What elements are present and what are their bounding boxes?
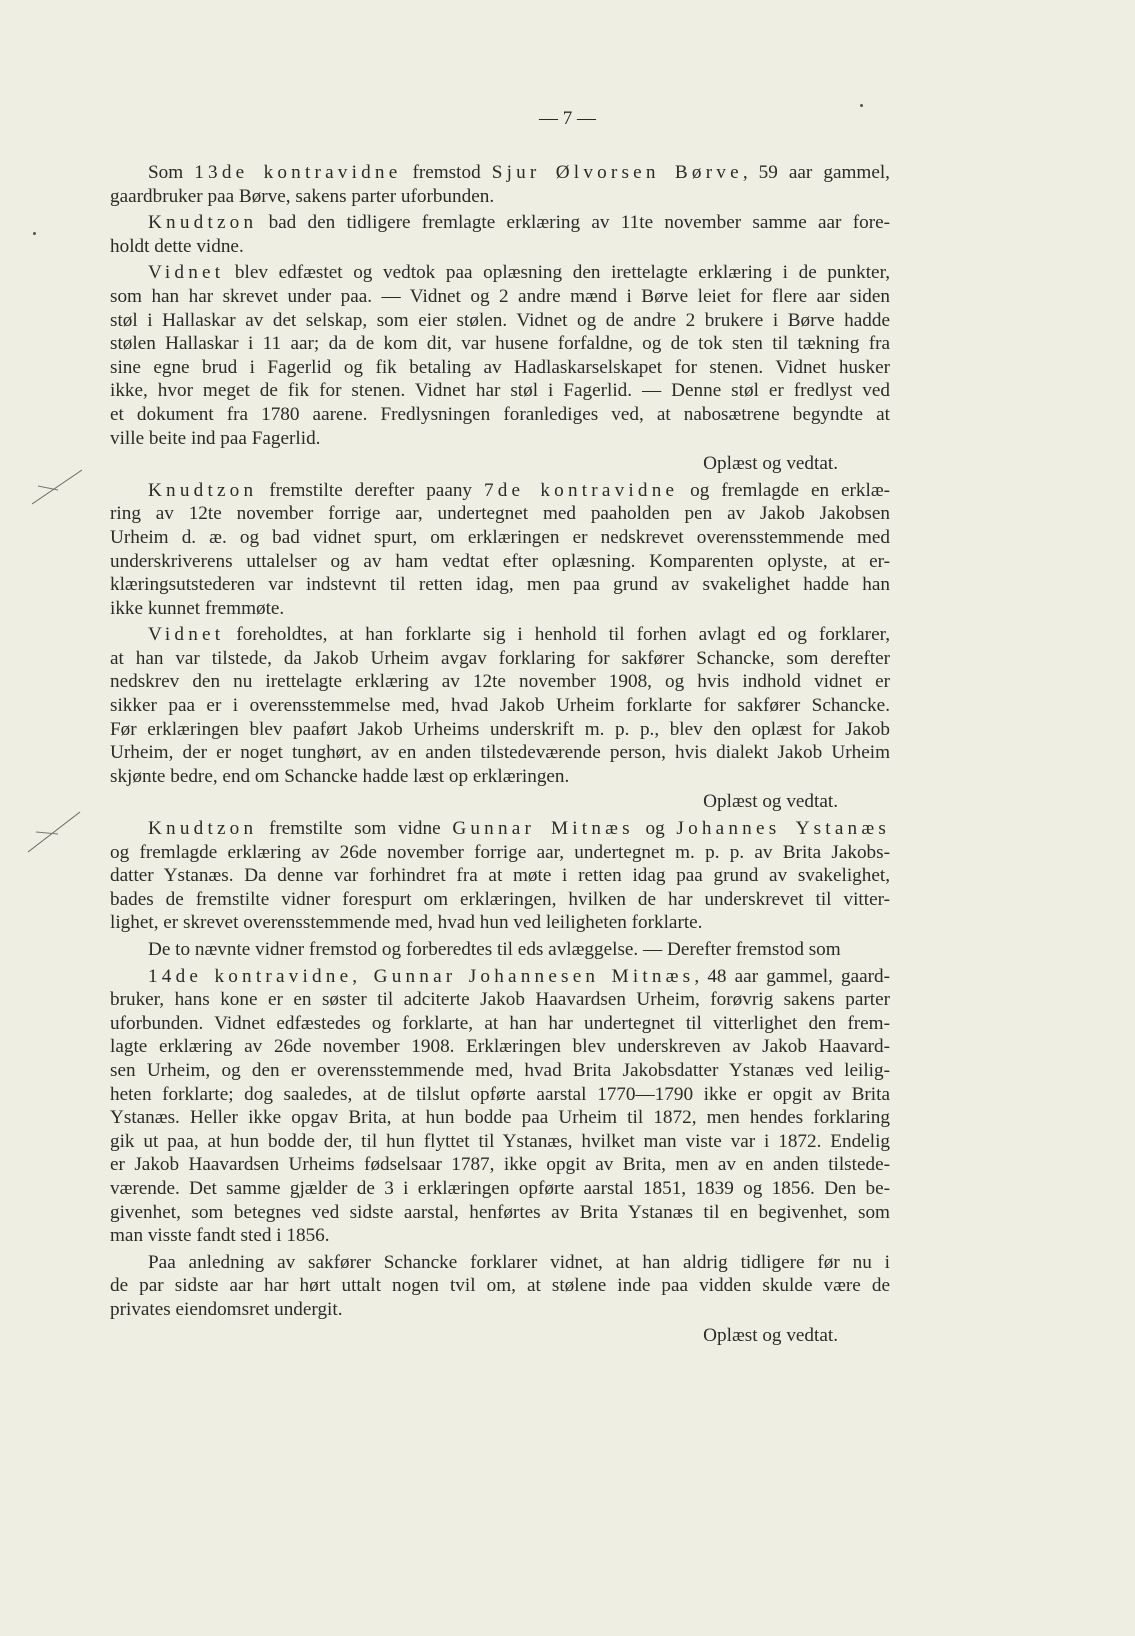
- text-segment: bruker, hans kone er en søster til adciterte Jakob Haavardsen Urheim, forøvrig sakens parter: [110, 989, 890, 1011]
- text-line: [110, 550, 890, 574]
- text-segment: nedskrev den nu irettelagte erklæring av 12te november 1908, og hvis indhold vidnet er: [110, 671, 890, 693]
- text-segment: og fremlagde erklæring av 26de november forrige aar, undertegnet m. p. p. av Brita Jakobs-: [110, 841, 890, 863]
- text-segment: privates eiendomsret undergit.: [110, 1298, 343, 1320]
- document-body: [110, 158, 890, 1348]
- text-line: [110, 1224, 890, 1248]
- text-line: [110, 1251, 890, 1275]
- text-segment: Ystanæs. Heller ikke opgav Brita, at hun bodde paa Urheim til 1872, men hendes forklaring: [110, 1107, 890, 1129]
- spaced-emphasis: 7de kontravidne: [483, 479, 679, 501]
- text-segment: sine egne brud i Fagerlid og fik betaling av Hadlaskarselskapet for stenen. Vidnet husker: [110, 356, 890, 378]
- text-segment: , 59 aar gammel,: [742, 162, 890, 183]
- text-line: [110, 1059, 890, 1083]
- text-segment: fremstilte derefter paany: [257, 479, 484, 501]
- text-segment: Før erklæringen blev paaført Jakob Urheims underskrift m. p. p., blev den oplæst for Jakob: [110, 718, 890, 740]
- spaced-emphasis: 14de kontravidne, Gunnar Johannesen Mitnæs: [148, 965, 695, 987]
- text-line: [110, 938, 890, 962]
- text-line: [110, 427, 890, 451]
- text-line: [110, 741, 890, 765]
- text-line: [110, 161, 890, 185]
- text-line: [110, 864, 890, 888]
- text-segment: som han har skrevet under paa. — Vidnet og 2 andre mænd i Børve leiet for flere aar siden: [110, 285, 890, 307]
- text-segment: sikker paa er i overensstemmelse med, hvad Jakob Urheim forklarte for sakfører Schancke.: [110, 695, 890, 717]
- text-segment: Som: [148, 162, 195, 183]
- paragraph: [110, 1251, 890, 1322]
- text-segment: foreholdtes, at han forklarte sig i henhold til forhen avlagt ed og forklarer,: [224, 624, 890, 646]
- page-number: — 7 —: [539, 108, 596, 129]
- margin-annotation-mark: [24, 468, 84, 508]
- text-segment: Paa anledning av sakfører Schancke forklarer vidnet, at han aldrig tidligere før nu i: [148, 1251, 890, 1273]
- text-segment: Urheim, der er noget tunghørt, av en anden tilstedeværende person, hvis dialekt Jakob Urheim: [110, 742, 890, 764]
- text-line: [110, 211, 890, 235]
- text-segment: bad den tidligere fremlagte erklæring av 11te november samme aar fore-: [257, 212, 890, 234]
- text-segment: skjønte bedre, end om Schancke hadde læst op erklæringen.: [110, 765, 570, 787]
- speck: [33, 232, 36, 235]
- text-segment: underskriverens uttalelser og av ham vedtat efter oplæsning. Komparenten oplyste, at er-: [110, 550, 890, 572]
- text-segment: ville beite ind paa Fagerlid.: [110, 427, 321, 449]
- spaced-emphasis: Vidnet: [148, 262, 225, 284]
- text-line: [110, 1177, 890, 1201]
- text-segment: værende. Det samme gjælder de 3 i erklæringen opførte aarstal 1851, 1839 og 1856. Den be-: [110, 1177, 890, 1199]
- text-line: [110, 1298, 890, 1322]
- text-line: [110, 841, 890, 865]
- text-line: [110, 502, 890, 526]
- spaced-emphasis: Gunnar Mitnæs: [452, 818, 634, 840]
- text-line: [110, 379, 890, 403]
- spaced-emphasis: Johannes Ystanæs: [676, 818, 891, 840]
- text-segment: uforbunden. Vidnet edfæstedes og forklarte, at han har undertegnet til vitterlighet den frem-: [110, 1012, 890, 1034]
- text-line: [110, 670, 890, 694]
- spaced-emphasis: 13de kontravidne: [194, 162, 402, 183]
- text-segment: klæringsutstederen var indstevnt til retten idag, men paa grund av svakelighet hadde han: [110, 574, 890, 596]
- spaced-emphasis: Sjur Ølvorsen Børve: [491, 162, 743, 183]
- paragraph: [110, 938, 890, 962]
- text-line: [110, 479, 890, 503]
- paragraph: [110, 261, 890, 450]
- text-segment: heten forklarte; dog saaledes, at de tilslut opførte aarstal 1770—1790 ikke er opgit av Brita: [110, 1083, 890, 1105]
- text-segment: ikke kunnet fremmøte.: [110, 597, 285, 619]
- paragraph: [110, 817, 890, 935]
- spaced-emphasis: Knudtzon: [148, 479, 258, 501]
- paragraph: [110, 965, 890, 1248]
- text-segment: lagte erklæring av 26de november 1908. Erklæringen blev underskreven av Jakob Haavard-: [110, 1036, 890, 1058]
- text-segment: Urheim d. æ. og bad vidnet spurt, om erklæringen er nedskrevet overensstemmende med: [110, 526, 890, 548]
- text-segment: fremstilte som vidne: [257, 818, 453, 840]
- text-segment: et dokument fra 1780 aarene. Fredlysningen foranlediges ved, at nabosætrene begyndte at: [110, 403, 890, 425]
- text-segment: blev edfæstet og vedtok paa oplæsning den irettelagte erklæring i de punkter,: [224, 262, 890, 284]
- text-line: [110, 261, 890, 285]
- text-line: [110, 765, 890, 789]
- text-line: [110, 185, 890, 209]
- text-segment: bades de fremstilte vidner forespurt om erklæringen, hvilken de har underskrevet til vitter-: [110, 888, 890, 910]
- text-segment: og: [633, 818, 677, 840]
- text-line: [110, 623, 890, 647]
- text-line: [110, 235, 890, 259]
- paragraph: [110, 211, 890, 258]
- text-line: [110, 403, 890, 427]
- text-segment: stølen Hallaskar i 11 aar; da de kom dit, var husene forfaldne, og de tok sten til tækning fra: [110, 333, 890, 355]
- text-segment: gaardbruker paa Børve, sakens parter uforbunden.: [110, 185, 495, 207]
- speck: [860, 104, 863, 107]
- text-segment: gik ut paa, at hun bodde der, til hun flyttet til Ystanæs, hvilket man viste var i 1872. Endelig: [110, 1130, 890, 1152]
- spaced-emphasis: Knudtzon: [148, 212, 258, 234]
- text-line: [110, 285, 890, 309]
- text-line: [110, 718, 890, 742]
- signoff-oplaest-og-vedtat: Oplæst og vedtat.: [703, 453, 838, 475]
- text-segment: støl i Hallaskar av det selskap, som eier stølen. Vidnet og de andre 2 brukere i Børve hadde: [110, 309, 890, 331]
- text-segment: fremstod: [401, 162, 492, 183]
- text-segment: holdt dette vidne.: [110, 235, 244, 257]
- text-line: [110, 817, 890, 841]
- text-line: [110, 1153, 890, 1177]
- text-line: [110, 1274, 890, 1298]
- text-line: [110, 988, 890, 1012]
- text-line: [110, 911, 890, 935]
- margin-annotation-mark: [24, 810, 84, 850]
- text-line: [110, 1201, 890, 1225]
- text-line: [110, 526, 890, 550]
- text-line: [110, 332, 890, 356]
- text-line: [110, 888, 890, 912]
- text-line: [110, 356, 890, 380]
- text-segment: at han var tilstede, da Jakob Urheim avgav forklaring for sakfører Schancke, som derefter: [110, 647, 890, 669]
- text-line: [110, 1083, 890, 1107]
- signoff-oplaest-og-vedtat: Oplæst og vedtat.: [703, 791, 838, 813]
- text-segment: ring av 12te november forrige aar, undertegnet med paaholden pen av Jakob Jakobsen: [110, 503, 890, 525]
- text-line: [110, 647, 890, 671]
- text-segment: givenhet, som betegnes ved sidste aarstal, henførtes av Brita Ystanæs til en begivenhet, som: [110, 1201, 890, 1223]
- text-segment: ikke, hvor meget de fik for stenen. Vidnet har støl i Fagerlid. — Denne støl er fredlyst ved: [110, 380, 890, 402]
- text-line: [110, 597, 890, 621]
- text-line: [110, 1106, 890, 1130]
- signoff-oplaest-og-vedtat: Oplæst og vedtat.: [703, 1324, 838, 1346]
- text-segment: De to nævnte vidner fremstod og forberedtes til eds avlæggelse. — Derefter fremstod som: [148, 939, 841, 960]
- text-segment: datter Ystanæs. Da denne var forhindret fra at møte i retten idag paa grund av svakelighet,: [110, 865, 890, 887]
- text-line: [110, 309, 890, 333]
- text-segment: sen Urheim, og den er overensstemmende med, hvad Brita Jakobsdatter Ystanæs ved leilig-: [110, 1059, 890, 1081]
- text-line: [110, 1035, 890, 1059]
- text-line: [110, 694, 890, 718]
- text-line: [110, 1012, 890, 1036]
- text-segment: de par sidste aar har hørt uttalt nogen tvil om, at stølene inde paa vidden skulde være de: [110, 1275, 890, 1297]
- paragraph: [110, 161, 890, 208]
- text-segment: og fremlagde en erklæ-: [678, 479, 891, 501]
- text-segment: lighet, er skrevet overensstemmende med, hvad hun ved leiligheten forklarte.: [110, 912, 703, 934]
- text-segment: , 48 aar gammel, gaard-: [694, 965, 891, 987]
- text-line: [110, 965, 890, 989]
- text-line: [110, 1130, 890, 1154]
- paragraph: [110, 479, 890, 621]
- text-segment: er Jakob Haavardsen Urheims fødselsaar 1787, ikke opgit av Brita, men av en anden tilstede-: [110, 1154, 890, 1176]
- spaced-emphasis: Vidnet: [148, 624, 225, 646]
- paragraph: [110, 623, 890, 788]
- text-segment: man visste fandt sted i 1856.: [110, 1225, 330, 1247]
- spaced-emphasis: Knudtzon: [148, 818, 258, 840]
- text-line: [110, 573, 890, 597]
